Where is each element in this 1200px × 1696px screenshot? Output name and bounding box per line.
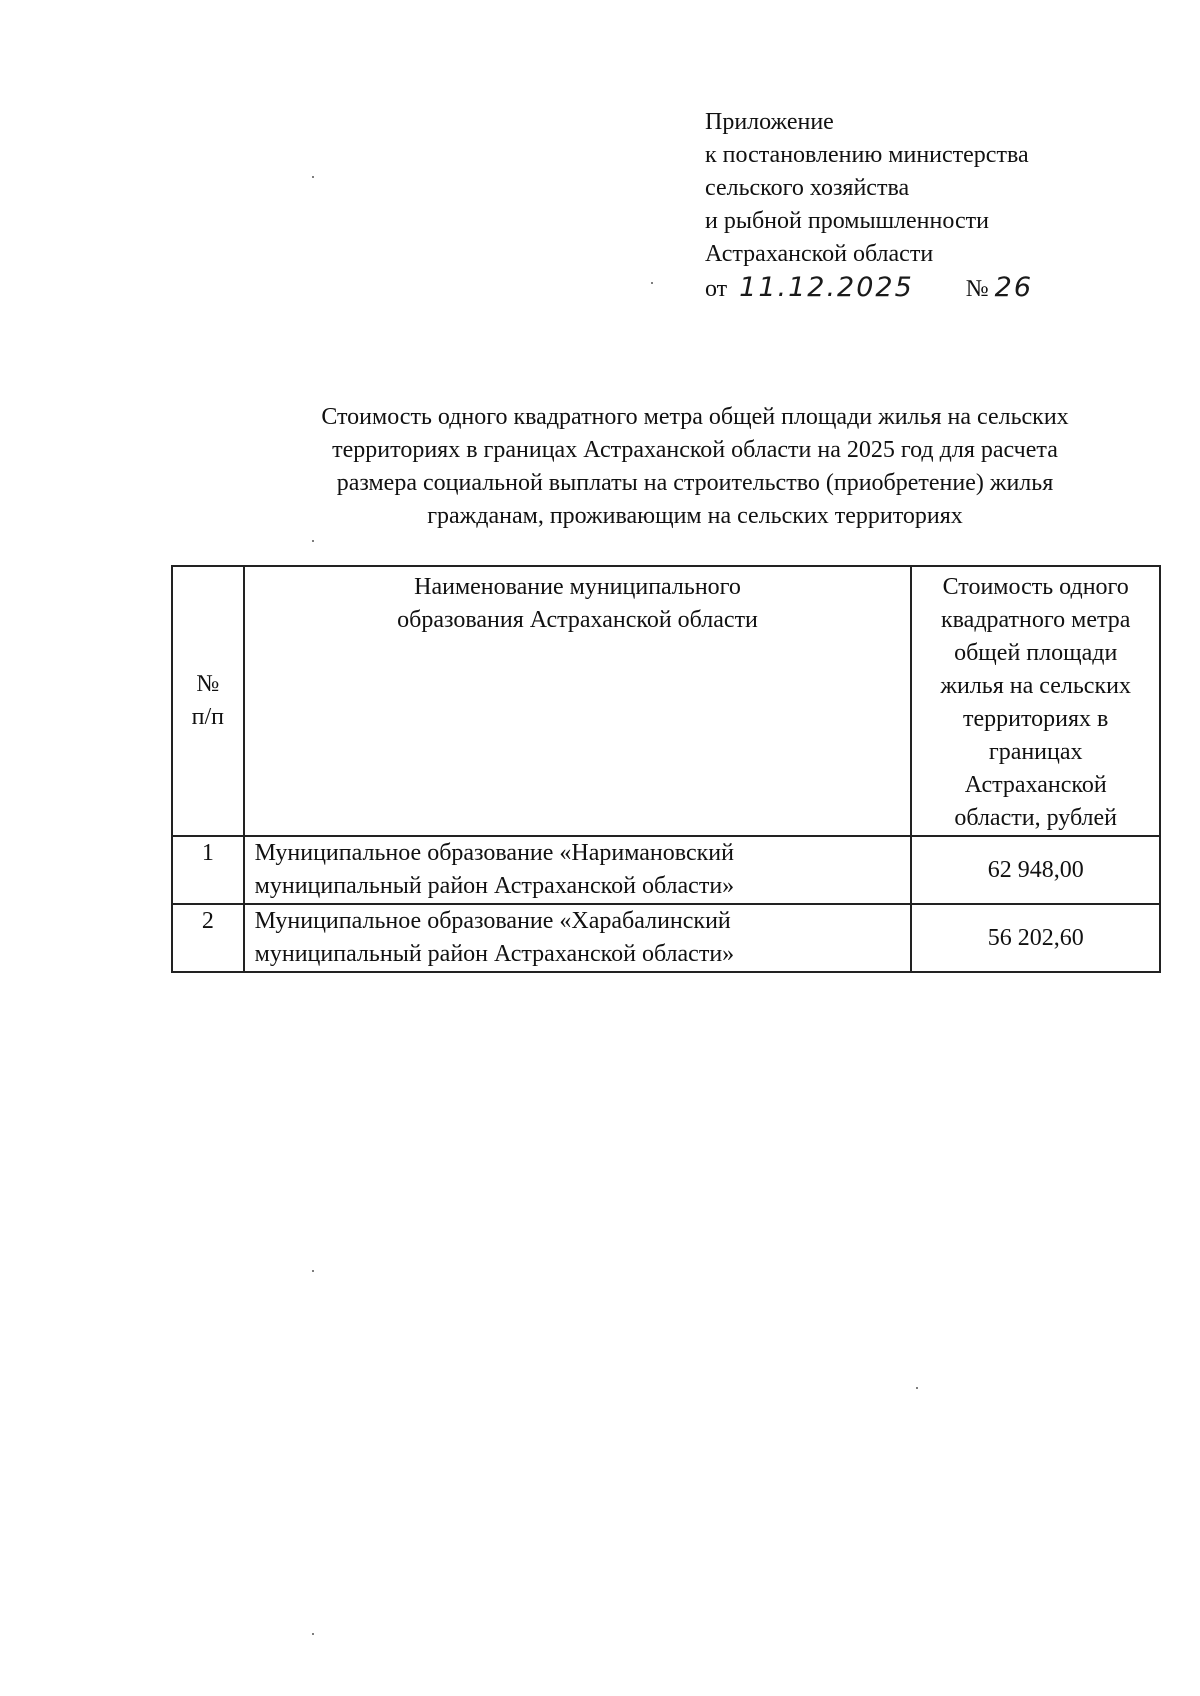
header-cost-line: области, рублей bbox=[954, 805, 1118, 831]
handwritten-date: 11.12.2025 bbox=[739, 272, 914, 303]
header-cost-line: жилья на сельских bbox=[940, 673, 1131, 699]
header-cost bbox=[911, 566, 1160, 836]
title-line: размера социальной выплаты на строительство (приобретение) жилья bbox=[336, 470, 1054, 496]
table-header-row bbox=[172, 566, 1160, 836]
row-name-line: Муниципальное образование «Харабалинский bbox=[254, 908, 731, 934]
header-cost-line: границах bbox=[988, 739, 1083, 765]
header-name-line: Наименование муниципального bbox=[414, 574, 741, 600]
header-num-text: п/п bbox=[191, 704, 224, 730]
table-row bbox=[172, 836, 1160, 904]
title-line: Стоимость одного квадратного метра общей площади жилья на сельских bbox=[321, 404, 1069, 430]
approval-line: сельского хозяйства bbox=[705, 175, 910, 201]
row-num: 1 bbox=[172, 836, 244, 904]
table-row bbox=[172, 904, 1160, 972]
approval-date-line bbox=[705, 271, 1033, 306]
approval-block bbox=[705, 106, 1033, 306]
row-name-line: муниципальный район Астраханской области» bbox=[254, 941, 735, 967]
row-name-line: муниципальный район Астраханской области» bbox=[254, 873, 735, 899]
header-num-symbol: № bbox=[196, 671, 220, 697]
row-name bbox=[244, 836, 912, 904]
row-name-line: Муниципальное образование «Наримановский bbox=[254, 840, 734, 866]
cost-table bbox=[171, 565, 1161, 973]
approval-line: Астраханской области bbox=[705, 241, 934, 267]
scan-speck bbox=[916, 1387, 918, 1389]
approval-line: и рыбной промышленности bbox=[705, 208, 989, 234]
row-cost: 56 202,60 bbox=[911, 904, 1160, 972]
scan-speck bbox=[651, 282, 653, 284]
title-line: гражданам, проживающим на сельских территориях bbox=[427, 503, 963, 529]
header-cost-line: Стоимость одного bbox=[942, 574, 1129, 600]
date-prefix: от bbox=[705, 276, 728, 302]
header-cost-line: квадратного метра bbox=[940, 607, 1131, 633]
header-name-line: образования Астраханской области bbox=[397, 607, 758, 633]
approval-heading: Приложение bbox=[705, 109, 834, 135]
approval-line: к постановлению министерства bbox=[705, 142, 1029, 168]
header-cost-line: Астраханской bbox=[964, 772, 1107, 798]
row-num: 2 bbox=[172, 904, 244, 972]
row-cost: 62 948,00 bbox=[911, 836, 1160, 904]
header-cost-line: территориях в bbox=[963, 706, 1109, 732]
document-title bbox=[220, 401, 1170, 533]
handwritten-number: 26 bbox=[994, 272, 1034, 303]
scan-speck bbox=[312, 1270, 314, 1272]
scan-speck bbox=[312, 1633, 314, 1635]
header-num bbox=[172, 566, 244, 836]
title-line: территориях в границах Астраханской области на 2025 год для расчета bbox=[332, 437, 1058, 463]
number-label: № bbox=[965, 276, 989, 302]
header-name bbox=[244, 566, 912, 836]
scan-speck bbox=[312, 176, 314, 178]
scan-speck bbox=[312, 540, 314, 542]
header-cost-line: общей площади bbox=[954, 640, 1118, 666]
row-name bbox=[244, 904, 912, 972]
